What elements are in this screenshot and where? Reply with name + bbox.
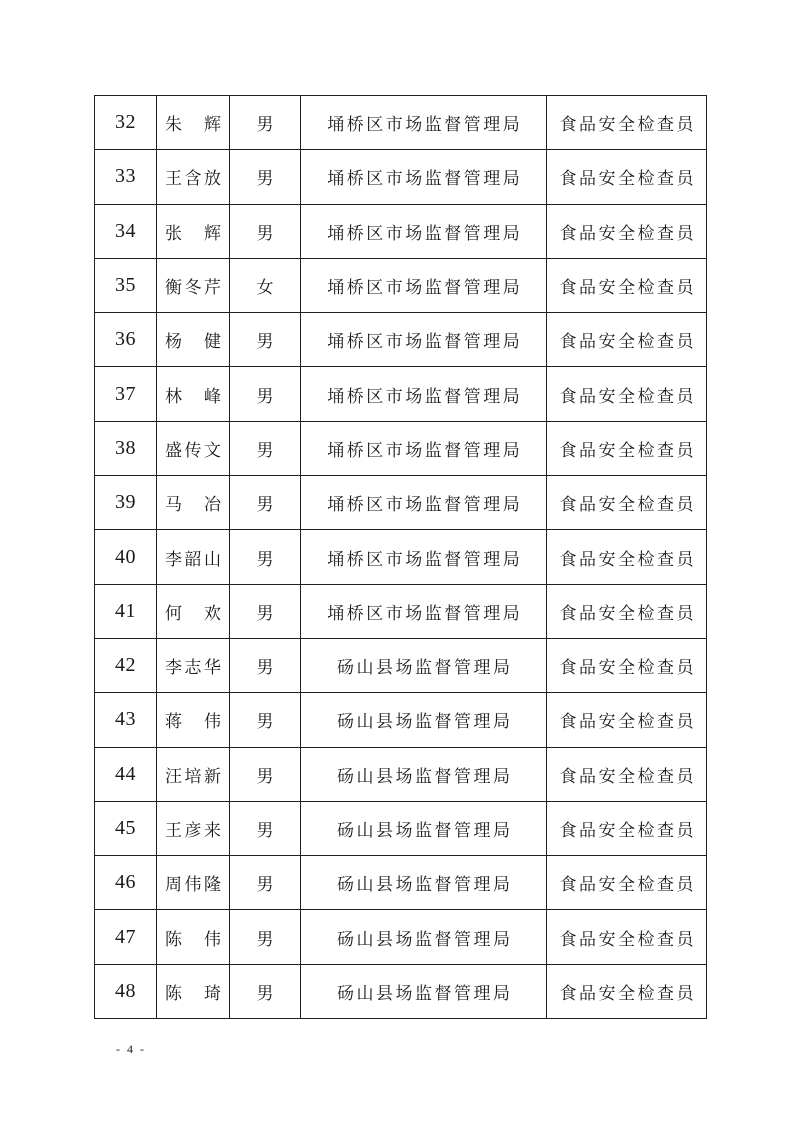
cell-organization: 埇桥区市场监督管理局 [301, 96, 547, 150]
cell-row-number: 43 [95, 693, 157, 747]
cell-row-number: 39 [95, 476, 157, 530]
cell-name: 蒋 伟 [157, 693, 230, 747]
cell-row-number: 47 [95, 910, 157, 964]
cell-position: 食品安全检查员 [547, 367, 707, 421]
cell-organization: 埇桥区市场监督管理局 [301, 476, 547, 530]
table-row [95, 584, 707, 638]
cell-gender: 男 [230, 150, 301, 204]
cell-row-number: 35 [95, 258, 157, 312]
cell-organization: 砀山县场监督管理局 [301, 747, 547, 801]
cell-name: 周伟隆 [157, 856, 230, 910]
cell-gender: 男 [230, 476, 301, 530]
cell-name: 林 峰 [157, 367, 230, 421]
table-row [95, 530, 707, 584]
table-row [95, 693, 707, 747]
cell-position: 食品安全检查员 [547, 801, 707, 855]
cell-gender: 男 [230, 964, 301, 1018]
cell-row-number: 41 [95, 584, 157, 638]
cell-name: 王彦来 [157, 801, 230, 855]
cell-position: 食品安全检查员 [547, 96, 707, 150]
cell-gender: 男 [230, 856, 301, 910]
cell-organization: 埇桥区市场监督管理局 [301, 421, 547, 475]
cell-gender: 男 [230, 313, 301, 367]
cell-position: 食品安全检查员 [547, 856, 707, 910]
cell-name: 汪培新 [157, 747, 230, 801]
cell-organization: 埇桥区市场监督管理局 [301, 584, 547, 638]
table-row [95, 367, 707, 421]
table-row [95, 964, 707, 1018]
cell-organization: 砀山县场监督管理局 [301, 856, 547, 910]
cell-position: 食品安全检查员 [547, 204, 707, 258]
cell-organization: 埇桥区市场监督管理局 [301, 530, 547, 584]
table-row [95, 204, 707, 258]
cell-position: 食品安全检查员 [547, 693, 707, 747]
cell-row-number: 36 [95, 313, 157, 367]
cell-gender: 男 [230, 204, 301, 258]
cell-gender: 男 [230, 910, 301, 964]
table-row [95, 747, 707, 801]
cell-row-number: 48 [95, 964, 157, 1018]
cell-row-number: 40 [95, 530, 157, 584]
cell-row-number: 38 [95, 421, 157, 475]
cell-organization: 砀山县场监督管理局 [301, 638, 547, 692]
table-row [95, 910, 707, 964]
cell-name: 张 辉 [157, 204, 230, 258]
table-row [95, 96, 707, 150]
cell-row-number: 44 [95, 747, 157, 801]
cell-position: 食品安全检查员 [547, 258, 707, 312]
cell-position: 食品安全检查员 [547, 530, 707, 584]
cell-gender: 男 [230, 530, 301, 584]
cell-organization: 埇桥区市场监督管理局 [301, 204, 547, 258]
cell-gender: 男 [230, 638, 301, 692]
cell-position: 食品安全检查员 [547, 964, 707, 1018]
cell-organization: 埇桥区市场监督管理局 [301, 258, 547, 312]
cell-row-number: 34 [95, 204, 157, 258]
cell-gender: 女 [230, 258, 301, 312]
cell-gender: 男 [230, 747, 301, 801]
cell-organization: 砀山县场监督管理局 [301, 964, 547, 1018]
cell-organization: 砀山县场监督管理局 [301, 910, 547, 964]
cell-organization: 埇桥区市场监督管理局 [301, 313, 547, 367]
cell-position: 食品安全检查员 [547, 747, 707, 801]
cell-name: 朱 辉 [157, 96, 230, 150]
cell-row-number: 33 [95, 150, 157, 204]
cell-position: 食品安全检查员 [547, 150, 707, 204]
cell-position: 食品安全检查员 [547, 584, 707, 638]
cell-organization: 砀山县场监督管理局 [301, 801, 547, 855]
cell-gender: 男 [230, 96, 301, 150]
cell-name: 李志华 [157, 638, 230, 692]
table-row [95, 476, 707, 530]
cell-name: 何 欢 [157, 584, 230, 638]
cell-organization: 砀山县场监督管理局 [301, 693, 547, 747]
cell-row-number: 42 [95, 638, 157, 692]
cell-name: 陈 琦 [157, 964, 230, 1018]
cell-name: 陈 伟 [157, 910, 230, 964]
cell-gender: 男 [230, 421, 301, 475]
cell-gender: 男 [230, 693, 301, 747]
cell-name: 杨 健 [157, 313, 230, 367]
table-row [95, 313, 707, 367]
cell-gender: 男 [230, 584, 301, 638]
cell-name: 盛传文 [157, 421, 230, 475]
cell-row-number: 37 [95, 367, 157, 421]
cell-organization: 埇桥区市场监督管理局 [301, 150, 547, 204]
cell-position: 食品安全检查员 [547, 910, 707, 964]
cell-name: 李韶山 [157, 530, 230, 584]
cell-name: 王含放 [157, 150, 230, 204]
roster-table-body [95, 96, 707, 1019]
table-row [95, 856, 707, 910]
inspector-roster-table [94, 95, 707, 1019]
table-row [95, 421, 707, 475]
cell-organization: 埇桥区市场监督管理局 [301, 367, 547, 421]
table-row [95, 258, 707, 312]
table-row [95, 638, 707, 692]
table-row [95, 801, 707, 855]
cell-position: 食品安全检查员 [547, 638, 707, 692]
cell-position: 食品安全检查员 [547, 421, 707, 475]
cell-position: 食品安全检查员 [547, 313, 707, 367]
table-row [95, 150, 707, 204]
cell-gender: 男 [230, 367, 301, 421]
footer-page-number: - 4 - [116, 1042, 146, 1056]
cell-gender: 男 [230, 801, 301, 855]
cell-row-number: 45 [95, 801, 157, 855]
cell-position: 食品安全检查员 [547, 476, 707, 530]
cell-row-number: 32 [95, 96, 157, 150]
cell-name: 衡冬芹 [157, 258, 230, 312]
cell-name: 马 冶 [157, 476, 230, 530]
cell-row-number: 46 [95, 856, 157, 910]
